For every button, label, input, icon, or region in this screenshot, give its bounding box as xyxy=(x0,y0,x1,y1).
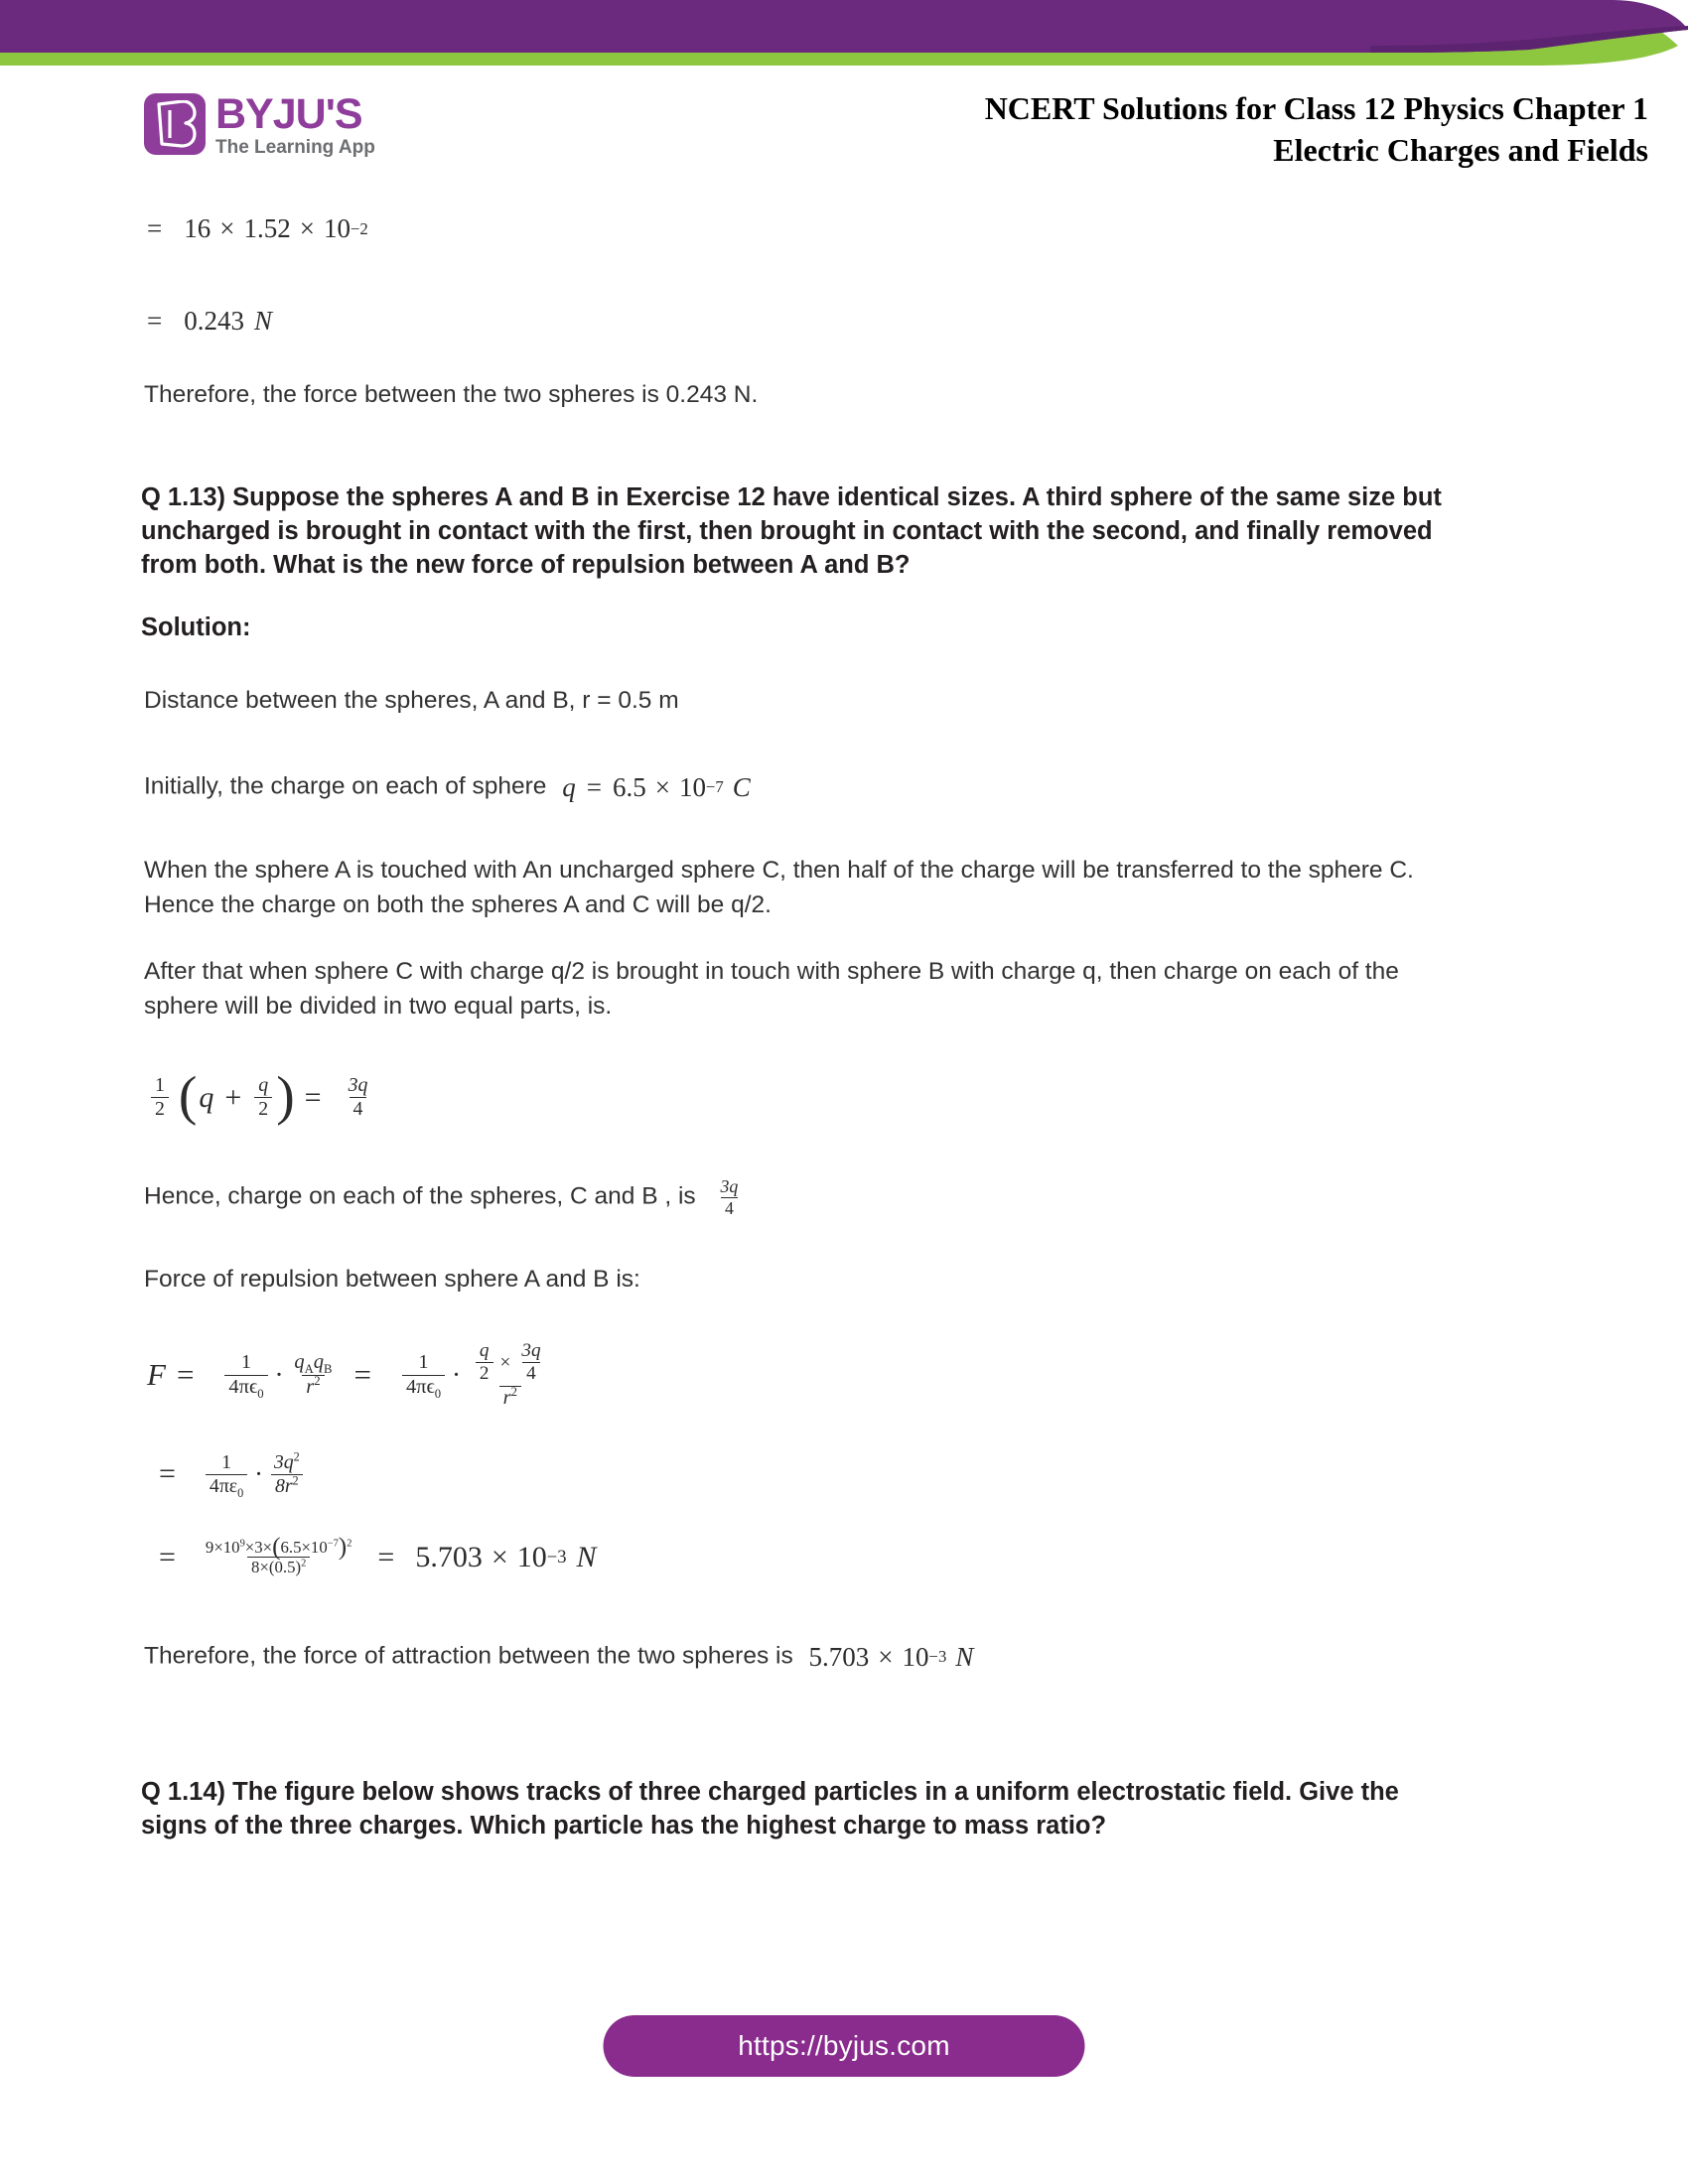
eq-sign: = xyxy=(353,1357,371,1393)
question-1-13: Q 1.13) Suppose the spheres A and B in Exercise 12 have identical sizes. A third sphere of the same size but uncharged is brought in contact with the first, then brought in contact with the second, and finally removed from both. What is the new force of repulsion between A and B? xyxy=(141,482,1442,580)
multiply-dot: · xyxy=(453,1363,460,1386)
byjus-url-button[interactable]: https://byjus.com xyxy=(604,2015,1085,2077)
equation-prev-1: = 16 × 1.52 × 10 −2 xyxy=(147,213,368,243)
plus-symbol: + xyxy=(224,1080,242,1114)
paragraph-initial-charge: Initially, the charge on each of sphere q = 6.5 × 10 −7 C xyxy=(0,768,1554,806)
eq-sign: = xyxy=(147,306,163,336)
fraction-3q-over-4 xyxy=(517,1341,544,1384)
banner-purple-shape xyxy=(0,0,1688,53)
fraction-numerator: $3q^2$ xyxy=(273,1449,300,1474)
fraction-denominator: $r^2$ xyxy=(302,1375,324,1398)
fraction-coulomb-constant xyxy=(206,1451,247,1500)
fraction-denominator: 2 xyxy=(476,1362,493,1384)
eq-sign: = xyxy=(586,772,602,803)
page-title-line2: Electric Charges and Fields xyxy=(1273,132,1648,169)
fraction-numerator: 3q xyxy=(348,1074,368,1097)
fraction-denominator: $r^2$ xyxy=(499,1386,521,1409)
fraction-denominator: $4\pi\varepsilon_0$ xyxy=(206,1474,247,1497)
equation-prev-2 xyxy=(0,306,1688,337)
eq-base-10: 10 xyxy=(516,1540,547,1573)
paragraph-final-result: Therefore, the force of attraction between the two spheres is 5.703 × 10 −3 N xyxy=(0,1638,1554,1676)
paragraph-hence-charge xyxy=(0,1177,1554,1217)
equation-force-main xyxy=(0,1341,1688,1409)
fraction-numerator: 1 xyxy=(418,1351,429,1374)
question-1-14: Q 1.14) The figure below shows tracks of three charged particles in a uniform electrostatic field. Give the signs of the three charges. Which particle has the highest charge to mass ratio? xyxy=(141,1778,1399,1841)
charge-unit: C xyxy=(732,772,751,803)
eq-operand-152: 1.52 xyxy=(243,213,291,243)
fraction-denominator: $4\pi\epsilon_0$ xyxy=(402,1375,445,1398)
fraction-3q2-over-8r2 xyxy=(270,1449,304,1497)
fraction-denominator: 2 xyxy=(254,1097,272,1120)
eq-sign: = xyxy=(176,1357,195,1393)
charge-symbol-q: q xyxy=(562,772,576,803)
force-result-value: 5.703 xyxy=(808,1641,870,1672)
fraction-coulomb-constant-2 xyxy=(402,1351,445,1401)
fraction-numerator: 1 xyxy=(221,1451,232,1474)
paragraph-touch-sphere-b: After that when sphere C with charge q/2 is brought in touch with sphere B with charge q, then charge on each of the sphere will be divided in two equal parts, is. xyxy=(144,957,1399,1020)
times-symbol: × xyxy=(491,1540,508,1573)
fraction-3q-over-4 xyxy=(345,1075,372,1120)
eq-operand-16: 16 xyxy=(184,213,211,243)
fraction-numerator xyxy=(468,1341,553,1385)
eq-unit: N xyxy=(253,306,272,336)
fraction-one-half xyxy=(151,1075,169,1120)
b-glyph-icon xyxy=(153,100,197,148)
fraction-coulomb-constant xyxy=(224,1351,267,1401)
fraction-numerator: 3q xyxy=(521,1340,541,1362)
fraction-denominator: $8r^2$ xyxy=(271,1474,303,1497)
byjus-b-logo-icon xyxy=(144,93,206,155)
multiply-dot: · xyxy=(275,1363,283,1386)
eq-sign: = xyxy=(147,213,163,243)
fraction-denominator: 4 xyxy=(350,1097,367,1120)
paragraph-distance: Distance between the spheres, A and B, r = 0.5 m xyxy=(144,687,679,715)
fraction-numerator: 3q xyxy=(720,1176,739,1197)
close-paren: ) xyxy=(276,1066,295,1128)
equation-force-simplified xyxy=(0,1449,1688,1500)
eq-base-10: 10 xyxy=(323,213,351,243)
paragraph-hence-text: Hence, charge on each of the spheres, C and B , is xyxy=(144,1182,696,1210)
eq-sign: = xyxy=(304,1080,322,1114)
decorative-top-banner xyxy=(0,0,1688,79)
fraction-numerator: 1 xyxy=(240,1351,252,1374)
fraction-numeric-substitution xyxy=(202,1533,355,1577)
times-symbol: × xyxy=(219,213,235,243)
multiply-dot: · xyxy=(255,1462,262,1485)
equation-half-charge xyxy=(0,1066,1688,1128)
paragraph-initial-charge-text: Initially, the charge on each of sphere xyxy=(144,772,547,800)
byjus-logo xyxy=(144,90,375,159)
eq-sign: = xyxy=(377,1540,395,1573)
banner-shapes xyxy=(0,0,1688,79)
page-title-line1: NCERT Solutions for Class 12 Physics Chapter 1 xyxy=(984,90,1648,126)
fraction-numerator: $9\times 10^9\times 3\times(6.5\times 10^{-7})^2$ xyxy=(205,1533,352,1561)
document-body xyxy=(0,213,1688,1843)
fraction-denominator: 4 xyxy=(522,1362,540,1384)
open-paren: ( xyxy=(178,1066,198,1128)
fraction-q-over-2 xyxy=(254,1075,272,1120)
force-unit: N xyxy=(576,1540,597,1573)
fraction-product-over-r2 xyxy=(468,1341,553,1409)
eq-base-10: 10 xyxy=(902,1641,929,1672)
solution-label: Solution: xyxy=(141,614,251,642)
charge-symbol-q: q xyxy=(199,1080,214,1114)
fraction-qa-qb-over-r2 xyxy=(290,1352,336,1398)
paragraph-touch-sphere-c: When the sphere A is touched with An uncharged sphere C, then half of the charge will be transferred to the sphere C. Hence the charge on both the spheres A and C will be q/2. xyxy=(144,857,1414,919)
charge-value: 6.5 xyxy=(612,772,646,803)
paragraph-final-result-text: Therefore, the force of attraction between the two spheres is xyxy=(144,1642,793,1670)
fraction-denominator: 2 xyxy=(151,1097,169,1120)
times-symbol: × xyxy=(299,213,315,243)
force-result-value: 5.703 xyxy=(415,1540,483,1573)
fraction-q-over-2 xyxy=(476,1341,493,1384)
logo-title: BYJU'S xyxy=(215,90,362,138)
force-unit: N xyxy=(955,1641,974,1672)
eq-base-10: 10 xyxy=(678,772,706,803)
fraction-denominator: $4\pi\epsilon_0$ xyxy=(224,1375,267,1398)
fraction-3q-over-4 xyxy=(716,1177,742,1217)
paragraph-force-repulsion: Force of repulsion between sphere A and B is: xyxy=(144,1266,640,1294)
page-header xyxy=(0,87,1688,197)
fraction-denominator: 4 xyxy=(721,1197,738,1218)
logo-subtitle: The Learning App xyxy=(215,137,375,159)
times-symbol: × xyxy=(499,1351,511,1373)
times-symbol: × xyxy=(878,1641,894,1672)
fraction-numerator: 1 xyxy=(155,1074,165,1097)
force-symbol-F: F xyxy=(147,1357,166,1393)
fraction-numerator: q xyxy=(258,1074,269,1097)
paragraph-prev-result: Therefore, the force between the two spheres is 0.243 N. xyxy=(144,381,759,408)
equation-force-numeric: = $\frac{9\times 10^9\times 3\times(6.5\times 10^{-7})^2}{8\times(0.5)^2}$ = 5.703 × 10 −3 N xyxy=(159,1533,597,1577)
eq-sign: = xyxy=(159,1457,176,1491)
fraction-numerator: q xyxy=(479,1340,490,1362)
eq-sign: = xyxy=(159,1540,176,1573)
fraction-denominator: $8\times(0.5)^2$ xyxy=(247,1557,310,1576)
page-title xyxy=(675,87,1648,171)
fraction-numerator: $q_Aq_B$ xyxy=(294,1351,333,1377)
times-symbol: × xyxy=(654,772,670,803)
eq-result-value: 0.243 xyxy=(184,306,244,336)
